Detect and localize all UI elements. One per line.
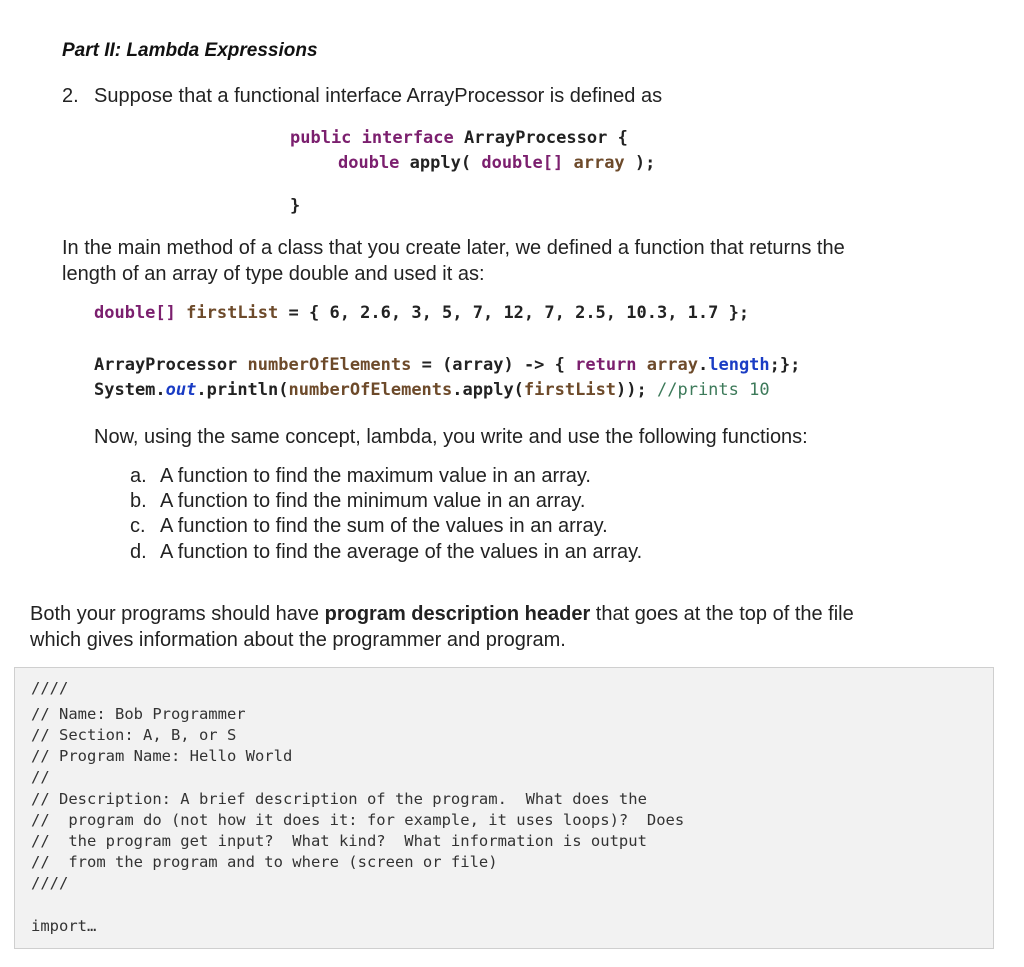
instruction-text: Now, using the same concept, lambda, you write and use the following functions: — [94, 426, 808, 448]
header-example-box — [14, 667, 994, 949]
task-text: A function to find the minimum value in an array. — [160, 490, 586, 512]
code-text: = — [421, 355, 432, 375]
code-field: out — [165, 380, 197, 400]
code-field: length — [708, 355, 770, 375]
closing-text: that goes at the top of the file — [590, 603, 854, 625]
code-keyword: double — [338, 153, 400, 173]
question-number: 2. — [62, 85, 79, 107]
part-title: Part II: Lambda Expressions — [62, 40, 318, 61]
usage-code-line-1 — [94, 303, 749, 323]
task-marker: c. — [130, 515, 146, 537]
header-line: // Name: Bob Programmer — [31, 705, 246, 723]
code-variable: firstList — [186, 303, 279, 323]
code-text — [637, 355, 647, 375]
header-line: // Section: A, B, or S — [31, 726, 237, 744]
code-comment: //prints 10 — [646, 380, 770, 400]
code-text: = { 6, 2.6, 3, 5, 7, 12, 7, 2.5, 10.3, 1.7 }; — [288, 303, 750, 323]
code-variable: firstList — [523, 380, 617, 400]
closing-paragraph-line-2: which gives information about the programmer and program. — [30, 629, 566, 651]
task-text: A function to find the maximum value in an array. — [160, 465, 591, 487]
code-brace: { — [617, 128, 628, 148]
code-type-name: ArrayProcessor — [94, 355, 238, 375]
question-text: Suppose that a functional interface ArrayProcessor is defined as — [94, 85, 663, 107]
code-text: ;}; — [769, 355, 801, 375]
code-variable: numberOfElements — [288, 380, 453, 400]
code-text: . — [697, 355, 709, 375]
code-variable: array — [646, 355, 698, 375]
code-keyword: double[] — [481, 153, 564, 173]
intro-paragraph-line-2: length of an array of type double and used it as: — [62, 263, 485, 285]
task-text: A function to find the average of the values in an array. — [160, 541, 643, 563]
code-keyword: return — [575, 355, 637, 375]
code-text: System. — [94, 380, 166, 400]
header-line: // the program get input? What kind? What information is output — [31, 832, 647, 850]
task-text: A function to find the sum of the values in an array. — [160, 515, 608, 537]
header-line: //// — [31, 679, 69, 697]
usage-code-line-2 — [94, 355, 800, 375]
closing-paragraph-line-1 — [30, 601, 854, 627]
task-marker: b. — [130, 490, 147, 512]
intro-paragraph-line-1: In the main method of a class that you create later, we defined a function that returns the — [62, 237, 845, 259]
usage-code-line-3 — [94, 380, 770, 400]
header-line: // Description: A brief description of the program. What does the — [31, 790, 647, 808]
task-marker: a. — [130, 465, 147, 487]
code-keyword: public interface — [290, 128, 454, 148]
closing-text: Both your programs should have — [30, 603, 325, 625]
interface-code-line-1 — [290, 128, 628, 148]
code-variable: array — [573, 153, 625, 173]
code-text: (array) -> { — [442, 355, 576, 375]
task-marker: d. — [130, 541, 147, 563]
code-text: .apply( — [452, 380, 524, 400]
interface-code-line-3: } — [290, 196, 301, 216]
code-method: apply( — [409, 153, 472, 173]
header-line: //// — [31, 874, 69, 892]
code-text: )); — [616, 380, 647, 400]
header-line: import… — [31, 917, 97, 935]
header-line: // Program Name: Hello World — [31, 747, 293, 765]
header-line: // from the program and to where (screen or file) — [31, 853, 498, 871]
closing-bold-text: program description header — [324, 603, 591, 625]
code-variable: numberOfElements — [247, 355, 412, 375]
code-text: .println( — [196, 380, 289, 400]
header-line: // — [31, 768, 50, 786]
code-type-name: ArrayProcessor — [464, 128, 608, 148]
header-line: // program do (not how it does it: for example, it uses loops)? Does — [31, 811, 685, 829]
code-keyword: double[] — [94, 303, 176, 323]
interface-code-line-2 — [338, 153, 655, 173]
code-end: ); — [634, 153, 656, 173]
